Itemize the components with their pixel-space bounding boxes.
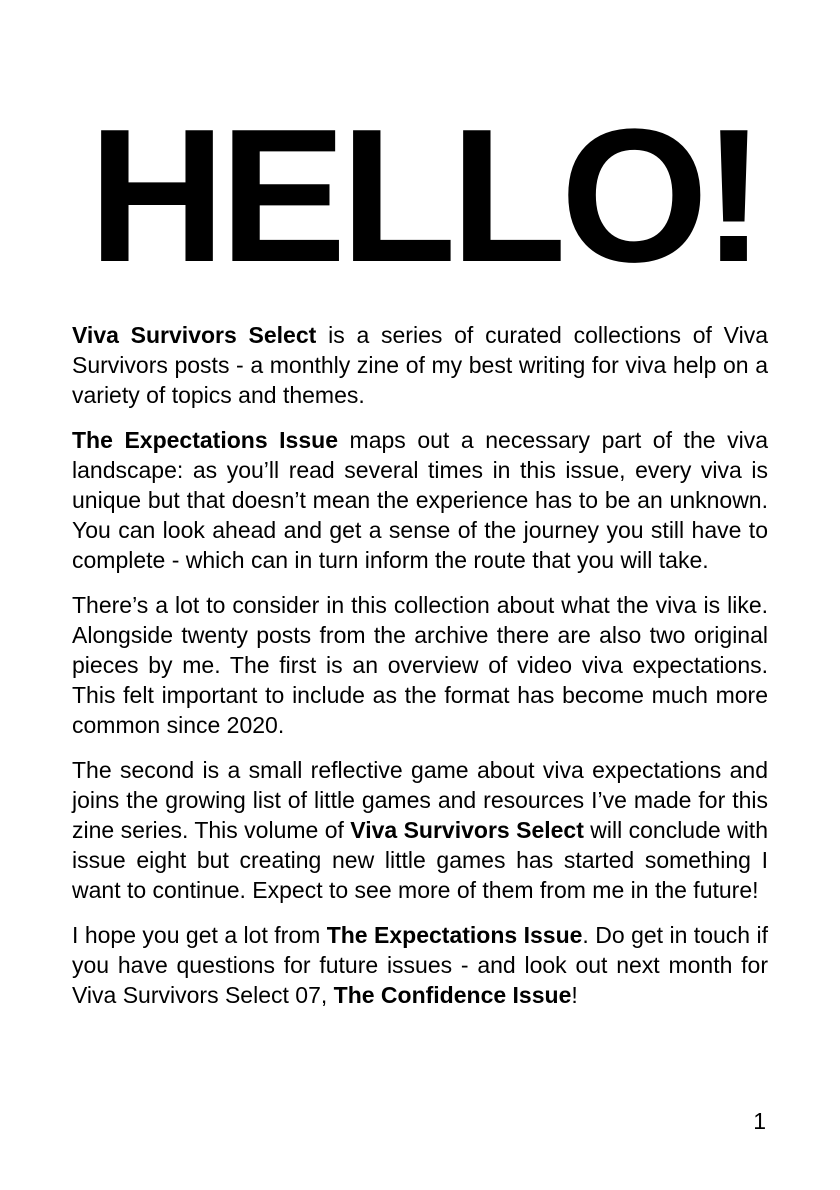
paragraph-text: . Do get in touch if you have questions for future issues - and look out next month for Viva Survivors Select 07,: [72, 922, 768, 1008]
headline: HELLO!: [88, 90, 760, 302]
page-number: 1: [753, 1108, 766, 1134]
paragraph-game: [72, 755, 768, 905]
paragraph-intro: [72, 320, 768, 410]
bold-series-title: Viva Survivors Select: [350, 817, 584, 843]
body-text: [72, 320, 768, 1025]
paragraph-text: The second is a small reflective game about viva expectations and joins the growing list of little games and resources I’ve made for this zine series. This volume of: [72, 757, 768, 843]
paragraph-issue: [72, 425, 768, 575]
paragraph-text: I hope you get a lot from: [72, 922, 327, 948]
paragraph-closing: [72, 920, 768, 1010]
bold-issue-title: The Expectations Issue: [72, 427, 338, 453]
paragraph-text: There’s a lot to consider in this collection about what the viva is like. Alongside twenty posts from the archive there are also two original pieces by me. The first is an overview of video viva expectations. This felt important to include as the format has become much more common since 2020.: [72, 592, 768, 738]
paragraph-text: maps out a necessary part of the viva landscape: as you’ll read several times in this issue, every viva is unique but that doesn’t mean the experience has to be an unknown. You can look ahead and get a sense of the journey you still have to complete - which can in turn inform the route that you will take.: [72, 427, 768, 573]
bold-next-issue-title: The Confidence Issue: [333, 982, 572, 1008]
bold-issue-title: The Expectations Issue: [326, 922, 583, 948]
paragraph-text: !: [571, 982, 578, 1008]
paragraph-collection: [72, 590, 768, 740]
paragraph-text: is a series of curated collections of Viva Survivors posts - a monthly zine of my best writing for viva help on a variety of topics and themes.: [72, 322, 768, 408]
paragraph-text: will conclude with issue eight but creating new little games has started something I want to continue. Expect to see more of them from me in the future!: [72, 817, 768, 903]
bold-series-title: Viva Survivors Select: [72, 322, 317, 348]
